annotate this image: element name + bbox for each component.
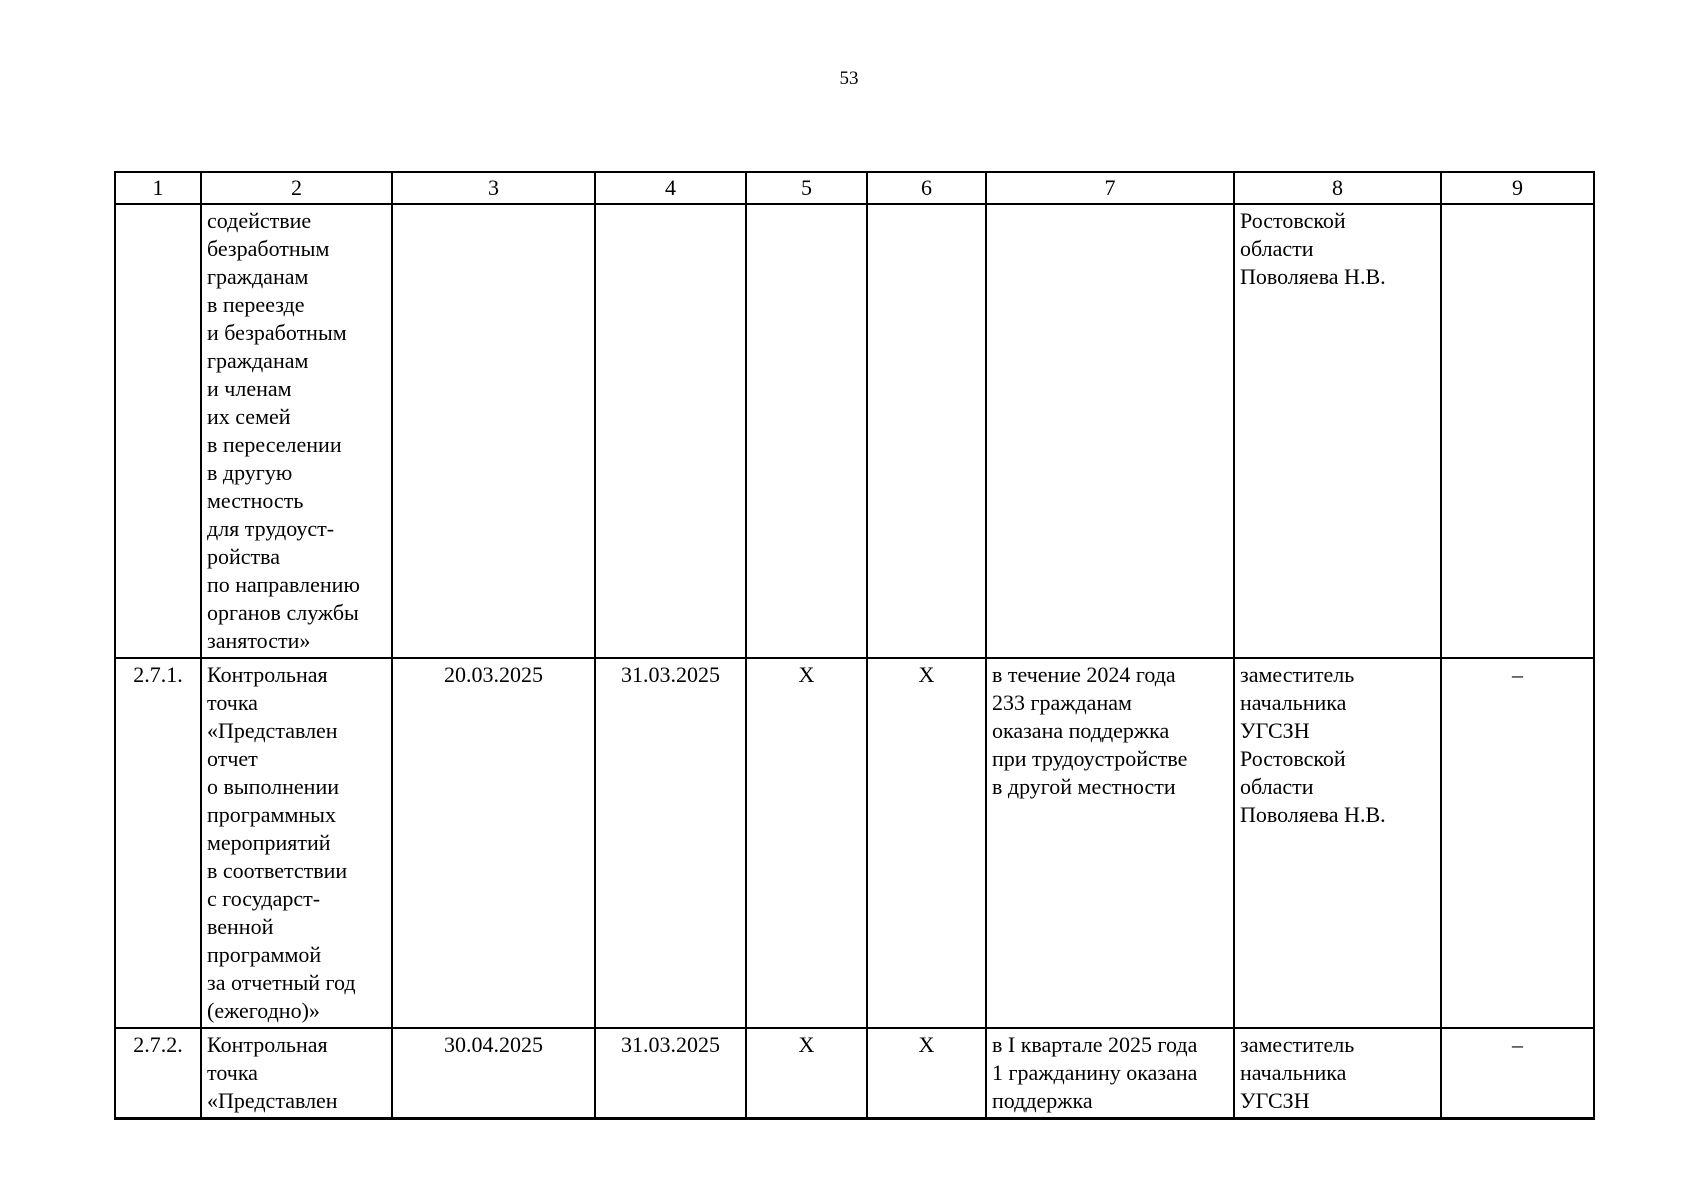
cell-col6: Х xyxy=(867,658,986,1028)
text-line: отчет xyxy=(207,746,258,771)
table-row xyxy=(115,204,1594,658)
cell-result xyxy=(986,204,1234,658)
header-row xyxy=(115,172,1594,204)
text-line: местность xyxy=(207,488,304,513)
cell-col5: Х xyxy=(746,1028,867,1119)
text-line: венной xyxy=(207,914,274,939)
text-line: в I квартале 2025 года xyxy=(992,1032,1198,1057)
cell-number xyxy=(115,204,201,658)
text-line: гражданам xyxy=(207,348,309,373)
text-line: безработным xyxy=(207,236,330,261)
text-line: программой xyxy=(207,942,322,967)
cell-col5 xyxy=(746,204,867,658)
text-line: начальника xyxy=(1240,690,1347,715)
table-row xyxy=(115,658,1594,1028)
text-line: заместитель xyxy=(1240,662,1355,687)
text-line: в переселении xyxy=(207,432,342,457)
text-line: программных xyxy=(207,802,336,827)
cell-col9 xyxy=(1441,204,1594,658)
text-line: мероприятий xyxy=(207,830,331,855)
text-line: Контрольная xyxy=(207,1032,328,1057)
header-cell: 1 xyxy=(115,172,201,204)
text-line: УГСЗН xyxy=(1240,1088,1310,1113)
cell-responsible xyxy=(1234,1028,1441,1119)
text-line: их семей xyxy=(207,404,291,429)
text-line: точка xyxy=(207,1060,258,1085)
cell-start-date: 30.04.2025 xyxy=(392,1028,595,1119)
text-line: (ежегодно)» xyxy=(207,998,320,1023)
header-cell: 5 xyxy=(746,172,867,204)
cell-col9: – xyxy=(1441,1028,1594,1119)
text-line: начальника xyxy=(1240,1060,1347,1085)
text-line: Ростовской xyxy=(1240,746,1346,771)
text-line: для трудоуст- xyxy=(207,516,335,541)
text-line: в соответствии xyxy=(207,858,348,883)
text-line: Поволяева Н.В. xyxy=(1240,802,1386,827)
text-line: Контрольная xyxy=(207,662,328,687)
text-line: «Представлен xyxy=(207,1088,338,1113)
cell-event-name xyxy=(201,204,392,658)
cell-number: 2.7.1. xyxy=(115,658,201,1028)
text-line: и членам xyxy=(207,376,292,401)
text-line: «Представлен xyxy=(207,718,338,743)
text-line: области xyxy=(1240,774,1314,799)
cell-result xyxy=(986,1028,1234,1119)
text-line: в другой местности xyxy=(992,774,1176,799)
text-line: занятости» xyxy=(207,628,311,653)
cell-result xyxy=(986,658,1234,1028)
cell-end-date xyxy=(595,204,746,658)
cell-responsible xyxy=(1234,658,1441,1028)
text-line: в переезде xyxy=(207,292,305,317)
cell-responsible xyxy=(1234,204,1441,658)
header-cell: 9 xyxy=(1441,172,1594,204)
text-line: 233 гражданам xyxy=(992,690,1132,715)
header-cell: 7 xyxy=(986,172,1234,204)
header-cell: 4 xyxy=(595,172,746,204)
text-line: УГСЗН xyxy=(1240,718,1310,743)
text-line: заместитель xyxy=(1240,1032,1355,1057)
header-cell: 2 xyxy=(201,172,392,204)
cell-start-date: 20.03.2025 xyxy=(392,658,595,1028)
header-cell: 8 xyxy=(1234,172,1441,204)
text-line: гражданам xyxy=(207,264,309,289)
cell-col5: Х xyxy=(746,658,867,1028)
header-cell: 6 xyxy=(867,172,986,204)
text-line: в течение 2024 года xyxy=(992,662,1176,687)
cell-event-name xyxy=(201,658,392,1028)
text-line: поддержка xyxy=(992,1088,1093,1113)
plan-table xyxy=(114,171,1595,1120)
text-line: ройства xyxy=(207,544,281,569)
text-line: и безработным xyxy=(207,320,347,345)
text-line: в другую xyxy=(207,460,293,485)
text-line: Ростовской xyxy=(1240,208,1346,233)
text-line: за отчетный год xyxy=(207,970,356,995)
text-line: 1 гражданину оказана xyxy=(992,1060,1198,1085)
text-line: точка xyxy=(207,690,258,715)
cell-event-name xyxy=(201,1028,392,1119)
cell-end-date: 31.03.2025 xyxy=(595,658,746,1028)
text-line: содействие xyxy=(207,208,312,233)
text-line: с государст- xyxy=(207,886,321,911)
cell-col6: Х xyxy=(867,1028,986,1119)
text-line: оказана поддержка xyxy=(992,718,1170,743)
cell-end-date: 31.03.2025 xyxy=(595,1028,746,1119)
text-line: области xyxy=(1240,236,1314,261)
table-row xyxy=(115,1028,1594,1119)
cell-col6 xyxy=(867,204,986,658)
cell-start-date xyxy=(392,204,595,658)
text-line: Поволяева Н.В. xyxy=(1240,264,1386,289)
cell-number: 2.7.2. xyxy=(115,1028,201,1119)
text-line: органов службы xyxy=(207,600,359,625)
page-number: 53 xyxy=(839,68,859,89)
text-line: о выполнении xyxy=(207,774,339,799)
header-cell: 3 xyxy=(392,172,595,204)
text-line: по направлению xyxy=(207,572,360,597)
text-line: при трудоустройстве xyxy=(992,746,1188,771)
cell-col9: – xyxy=(1441,658,1594,1028)
